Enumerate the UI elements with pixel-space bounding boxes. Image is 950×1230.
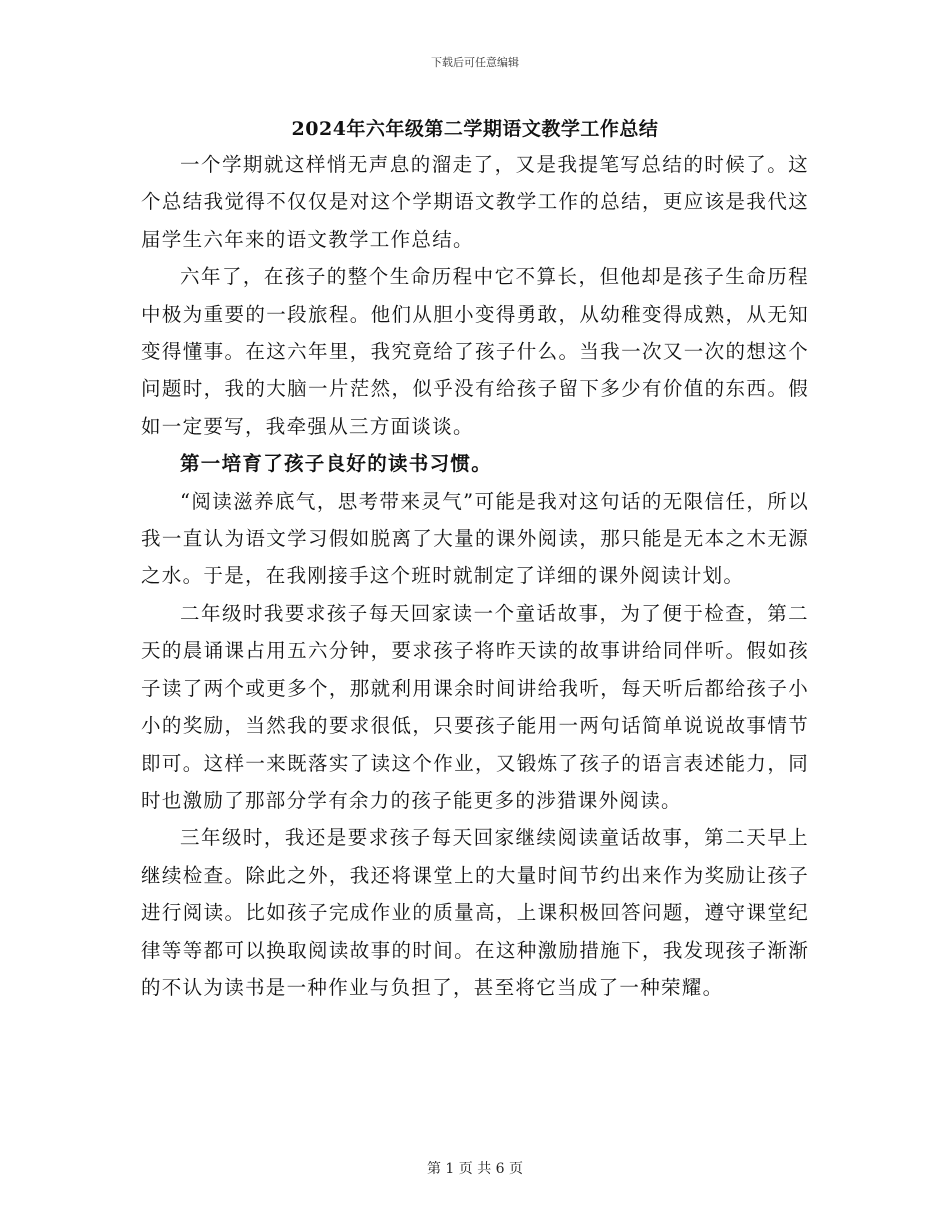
paragraph-six-years: 六年了，在孩子的整个生命历程中它不算长，但他却是孩子生命历程中极为重要的一段旅程。他们从胆小变得勇敢，从幼稚变得成熟，从无知变得懂事。在这六年里，我究竟给了孩子什么。当我一次又一次的想这个问题时，我的大脑一片茫然，似乎没有给孩子留下多少有价值的东西。假如一定要写，我牵强从三方面谈谈。 bbox=[141, 265, 809, 438]
paragraph-grade-two: 二年级时我要求孩子每天回家读一个童话故事，为了便于检查，第二天的晨诵课占用五六分钟，要求孩子将昨天读的故事讲给同伴听。假如孩子读了两个或更多个，那就利用课余时间讲给我听，每天听后都给孩子小小的奖励，当然我的要求很低，只要孩子能用一两句话简单说说故事情节即可。这样一来既落实了读这个作业，又锻炼了孩子的语言表述能力，同时也激励了那部分学有余力的孩子能更多的涉猎课外阅读。 bbox=[141, 601, 809, 812]
paragraph-intro: 一个学期就这样悄无声息的溜走了，又是我提笔写总结的时候了。这个总结我觉得不仅仅是对这个学期语文教学工作的总结，更应该是我代这届学生六年来的语文教学工作总结。 bbox=[141, 153, 809, 251]
page-footer: 第 1 页 共 6 页 bbox=[426, 1161, 524, 1177]
paragraph-reading-quote: “阅读滋养底气，思考带来灵气”可能是我对这句话的无限信任，所以我一直认为语文学习假如脱离了大量的课外阅读，那只能是无本之木无源之水。于是，在我刚接手这个班时就制定了详细的课外阅读计划。 bbox=[141, 489, 809, 588]
document-body bbox=[141, 146, 809, 1006]
document-title: 2024年六年级第二学期语文教学工作总结 bbox=[291, 118, 659, 140]
paragraph-grade-three: 三年级时，我还是要求孩子每天回家继续阅读童话故事，第二天早上继续检查。除此之外，我还将课堂上的大量时间节约出来作为奖励让孩子进行阅读。比如孩子完成作业的质量高，上课积极回答问题，遵守课堂纪律等等都可以换取阅读故事的时间。在这种激励措施下，我发现孩子渐渐的不认为读书是一种作业与负担了，甚至将它当成了一种荣耀。 bbox=[141, 826, 809, 999]
header-note: 下载后可任意编辑 bbox=[431, 56, 519, 69]
section-heading-reading-habit: 第一培育了孩子良好的读书习惯。 bbox=[180, 452, 493, 476]
